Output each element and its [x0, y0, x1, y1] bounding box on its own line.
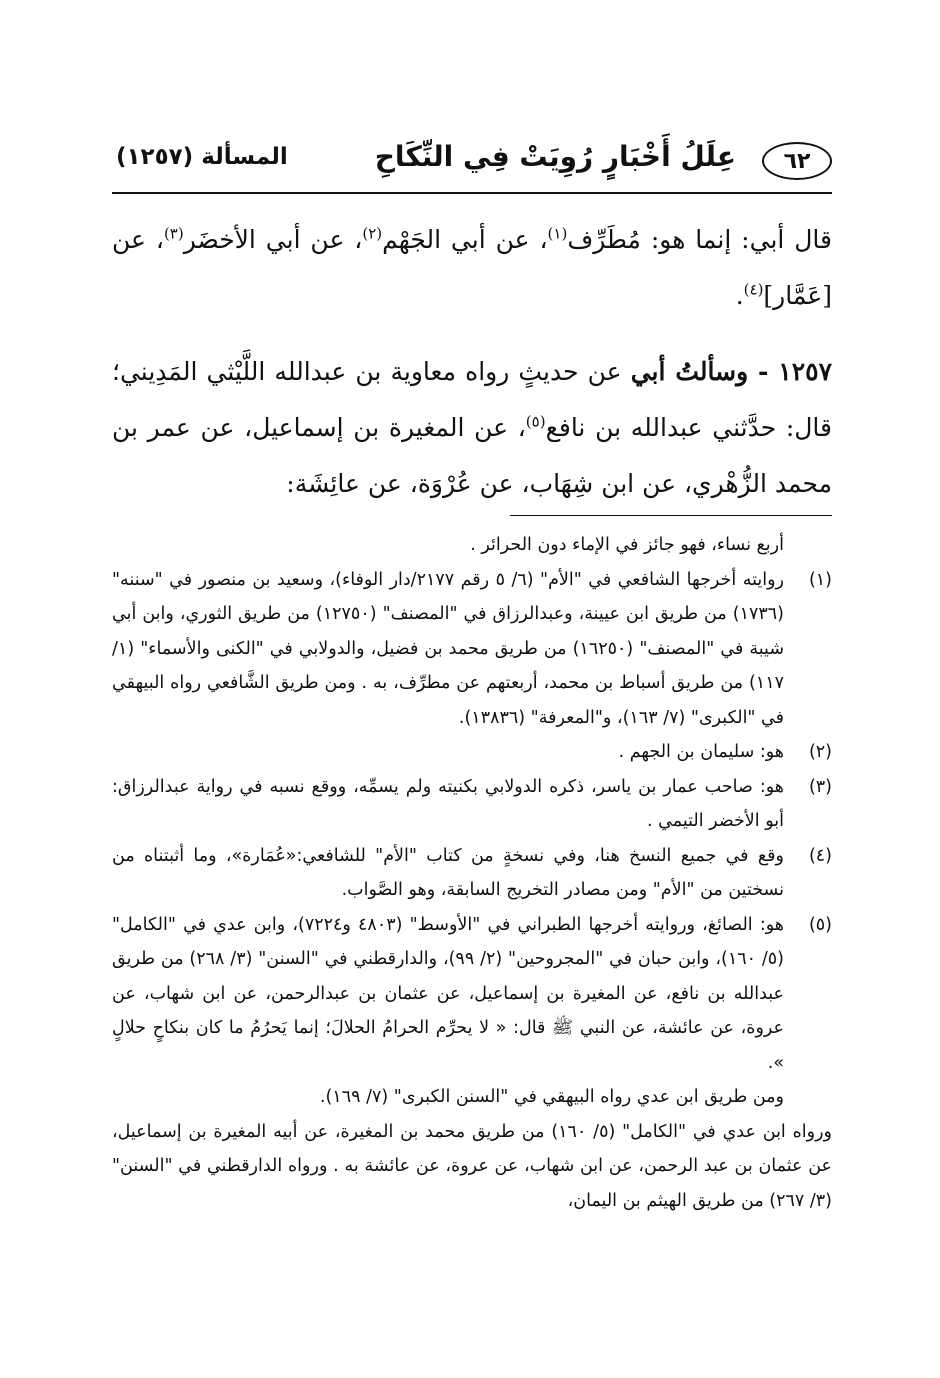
page-number: ٦٢	[762, 142, 832, 180]
footnote-ref-1[interactable]: (١)	[547, 224, 568, 243]
main-text	[112, 212, 832, 512]
paragraph-issue-1257: ١٢٥٧ - وسألتُ أبي عن حديثٍ رواه معاوية بن عبدالله اللَّيْثي المَدِيني؛ قال: حدَّثني عبدالله بن نافع$^{(٥)}$، عن المغيرة بن إسماعيل، عن عمر بن محمد الزُّهْري، عن ابن شِهَاب، عن عُرْوَة، عن عائِشَة:	[112, 357, 832, 498]
footnote-5-tail: ورواه ابن عدي في "الكامل" (٥/ ١٦٠) من طريق محمد بن المغيرة، عن أبيه المغيرة بن إسماعيل، عن عثمان بن عبد الرحمن، عن ابن شهاب، عن عروة، عن عائشة به . ورواه الدارقطني في "السنن" (٣/ ٢٦٧) من طريق الهيثم بن اليمان،	[112, 1121, 832, 1211]
footnote-number: (٥)	[808, 914, 832, 935]
book-title: عِلَلُ أَخْبَارٍ رُوِيَتْ فِي النِّكَاحِ	[374, 140, 736, 173]
footnote-number: (١)	[808, 569, 832, 590]
footnote-4	[112, 839, 832, 908]
footnote-ref-2[interactable]: (٢)	[362, 224, 383, 243]
footnote-text: روايته أخرجها الشافعي في "الأم" (٦/ ٥ رقم ٢١٧٧/دار الوفاء)، وسعيد بن منصور في "سننه" (١٧٣٦) من طريق ابن عيينة، وعبدالرزاق في "المصنف" (١٢٧٥٠) من طريق الثوري، وابن أبي شيبة في "المصنف" (١٦٢٥٠) من طريق محمد بن فضيل، والدولابي في "الكنى والأسماء" (١/ ١١٧) من طريق أسباط بن محمد، أربعتهم عن مطرِّف، به . ومن طريق الشَّافعي رواه البيهقي في "الكبرى" (٧/ ١٦٣)، و"المعرفة" (١٣٨٣٦).	[112, 569, 784, 728]
footnote-text: هو: الصائغ، وروايته أخرجها الطبراني في "الأوسط" (٤٨٠٣ و٧٢٢٤)، وابن عدي في "الكامل" (٥/ ١٦٠)، وابن حبان في "المجروحين" (٢/ ٩٩)، والدارقطني في "السنن" (٣/ ٢٦٨) من طريق عبدالله بن نافع، عن المغيرة بن إسماعيل، عن عثمان بن عبدالرحمن، عن ابن شهاب، عن عروة، عن عائشة، عن النبي ﷺ قال: « لا يحرِّم الحرامُ الحلالَ؛ إنما يَحرُمُ ما كان بنكاحٍ حلالٍ ».	[112, 914, 784, 1073]
footnote-3	[112, 770, 832, 839]
footnote-ref-3[interactable]: (٣)	[163, 224, 184, 243]
footnote-text: هو: سليمان بن الجهم .	[618, 742, 784, 762]
page-header	[112, 138, 832, 188]
footnote-ref-5[interactable]: (٥)	[525, 412, 546, 431]
footnote-2	[112, 735, 832, 770]
footnote-number: (٤)	[808, 845, 832, 866]
footnote-carryover: أربع نساء، فهو جائز في الإماء دون الحرائر .	[470, 535, 784, 555]
footnote-5-continuation: ومن طريق ابن عدي رواه البيهقي في "السنن الكبرى" (٧/ ١٦٩).	[319, 1087, 784, 1107]
footnote-text: وقع في جميع النسخ هنا، وفي نسخةٍ من كتاب "الأم" للشافعي:«عُمَارة»، وما أثبتناه من نسختين من "الأم" ومن مصادر التخريج السابقة، وهو الصَّواب.	[112, 845, 784, 900]
paragraph-abu-answer: قال أبي: إنما هو: مُطَرِّف$^{(١)}$، عن أبي الجَهْم$^{(٢)}$، عن أبي الأخضَر$^{(٣)}$، عن [عَمَّار]$^{(٤)}$.	[112, 224, 833, 310]
footnote-5	[112, 908, 832, 1081]
footnotes	[112, 528, 832, 1218]
footnote-number: (٣)	[808, 776, 832, 797]
footnote-1	[112, 563, 832, 736]
header-divider	[112, 192, 832, 194]
footnote-number: (٢)	[808, 742, 832, 762]
issue-heading: ١٢٥٧ - وسألتُ أبي	[630, 357, 832, 386]
footnote-divider	[510, 515, 832, 516]
footnote-ref-4[interactable]: (٤)	[743, 280, 764, 299]
issue-reference: المسألة (١٢٥٧)	[116, 144, 288, 170]
footnote-text: هو: صاحب عمار بن ياسر، ذكره الدولابي بكنيته ولم يسمِّه، ووقع نسبه في رواية عبدالرزاق: أبو الأخضر التيمي .	[112, 776, 784, 831]
